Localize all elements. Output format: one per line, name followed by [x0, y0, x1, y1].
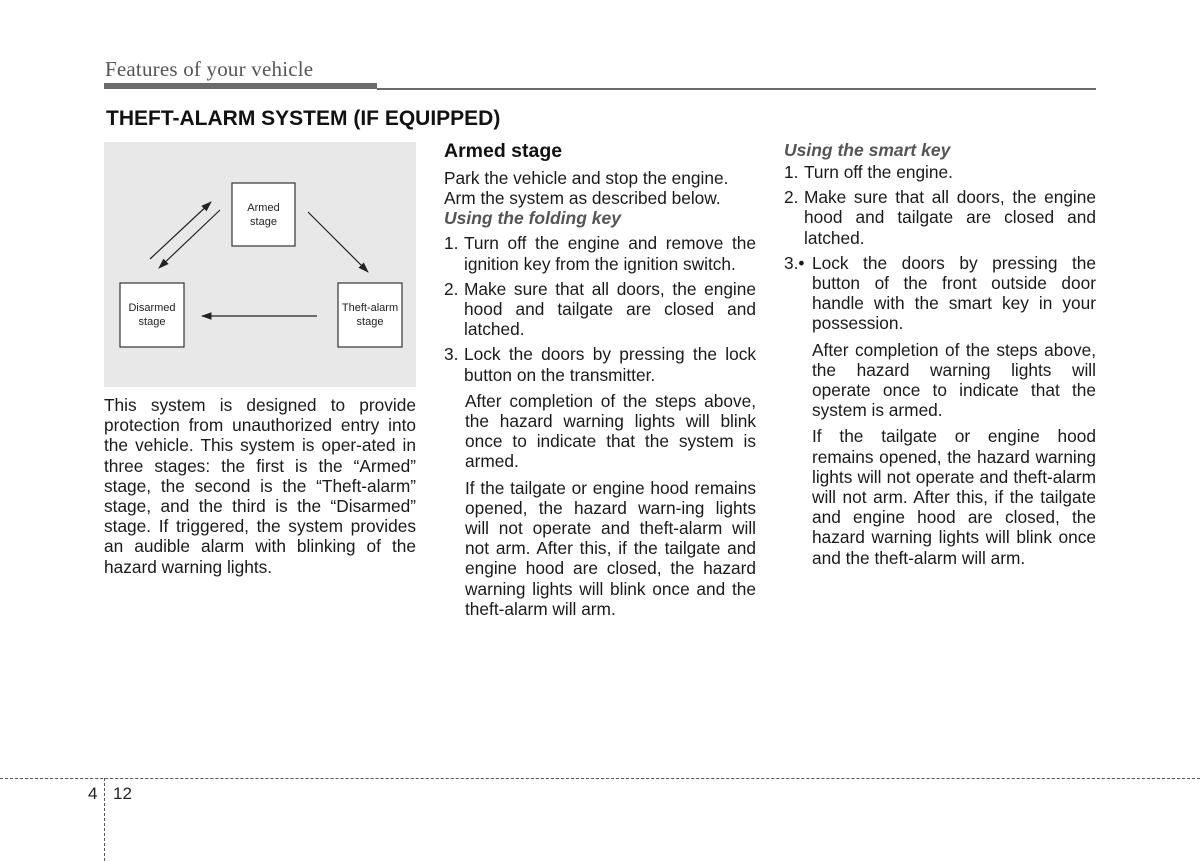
theft-alarm-stage-label-line2: stage — [356, 316, 384, 328]
theft-alarm-stage-label-line1: Theft-alarm — [341, 302, 399, 314]
step-number: 2. — [444, 278, 459, 299]
folding-key-note-armed: After completion of the steps above, the hazard warning lights will blink once to indicate that the system is armed. — [465, 390, 756, 472]
armed-stage-label-line1: Armed — [247, 202, 280, 214]
disarmed-stage-label-line1: Disarmed — [128, 302, 176, 314]
header-rule-thick — [104, 83, 377, 89]
smart-key-note-open: If the tailgate or engine hood remains opened, the hazard warning lights will not operate and theft-alarm will not arm. After this, if the tailgate and engine hood are closed, the hazard warning lights will blink once and the theft-alarm will arm. — [812, 426, 1096, 568]
section-label: Features of your vehicle — [105, 57, 314, 81]
list-item — [784, 187, 1096, 248]
disarmed-stage-label-line2: stage — [138, 316, 166, 328]
smart-key-note-armed: After completion of the steps above, the hazard warning lights will operate once to indicate that the system is armed. — [812, 339, 1096, 421]
smart-key-subheading: Using the smart key — [784, 140, 951, 160]
intro-column — [104, 395, 416, 577]
list-item — [444, 233, 756, 273]
disarmed-stage-box — [120, 283, 184, 347]
step-text: Turn off the engine. — [804, 162, 953, 182]
armed-stage-intro: Park the vehicle and stop the engine. Arm the system as described below. — [444, 168, 729, 209]
arrow-armed-to-disarmed — [159, 210, 220, 268]
smart-key-column — [784, 140, 1096, 568]
step-text: Make sure that all doors, the engine hood and tailgate are closed and latched. — [804, 187, 1096, 248]
footer-divider — [0, 778, 1200, 779]
step-text: Turn off the engine and remove the ignition key from the ignition switch. — [464, 233, 756, 274]
list-item — [444, 344, 756, 384]
theft-alarm-stage-box — [338, 283, 402, 347]
step-number: 1. — [784, 162, 799, 182]
step-number: 3.• — [784, 252, 805, 273]
arrow-disarmed-to-armed — [150, 202, 211, 259]
step-text: Lock the doors by pressing the lock button on the transmitter. — [464, 344, 756, 385]
list-item — [784, 253, 1096, 334]
armed-stage-heading: Armed stage — [444, 140, 563, 162]
step-text: Make sure that all doors, the engine hood and tailgate are closed and latched. — [464, 278, 756, 340]
armed-stage-box — [232, 183, 295, 246]
step-number: 2. — [784, 187, 799, 208]
page-title: THEFT-ALARM SYSTEM (IF EQUIPPED) — [106, 107, 501, 130]
arrow-armed-to-theft-alarm — [308, 212, 368, 272]
theft-alarm-stage-diagram — [104, 142, 416, 387]
page-number: 12 — [113, 784, 132, 803]
folding-key-note-open: If the tailgate or engine hood remains opened, the hazard warn-ing lights will not operate and theft-alarm will not arm. After this, if the tailgate and engine hood are closed, the hazard warning lights will blink once and the theft-alarm will arm. — [465, 477, 756, 619]
folding-key-subheading: Using the folding key — [444, 208, 621, 229]
step-number: 3. — [444, 344, 459, 365]
intro-paragraph: This system is designed to provide protection from unauthorized entry into the vehicle. This system is oper-ated in three stages: the first is the “Armed” stage, the second is the “Theft-alarm” stage, and the third is the “Disarmed” stage. If triggered, the system provides an audible alarm with blinking of the hazard warning lights. — [104, 395, 416, 577]
list-item — [784, 162, 1096, 182]
armed-stage-label-line2: stage — [250, 216, 277, 228]
footer-page-separator — [104, 778, 105, 861]
step-number: 1. — [444, 233, 459, 254]
chapter-number: 4 — [88, 784, 98, 803]
armed-stage-column — [444, 140, 756, 619]
list-item — [444, 279, 756, 340]
header-rule-thin — [377, 88, 1096, 90]
step-text: Lock the doors by pressing the button of the front outside door handle with the smart key in your possession. — [812, 252, 1096, 334]
